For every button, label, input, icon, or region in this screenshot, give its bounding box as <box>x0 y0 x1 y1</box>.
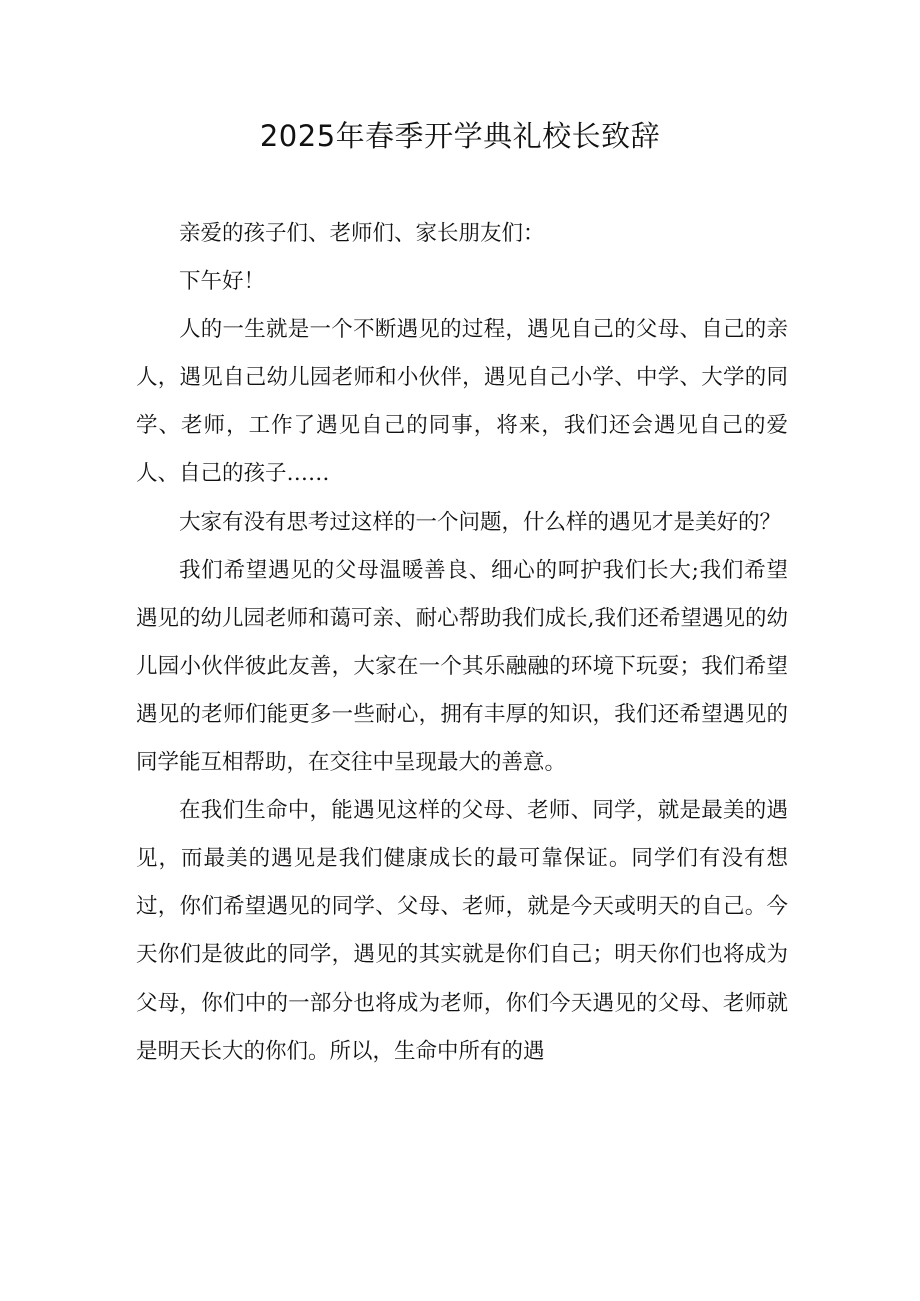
paragraph: 人的一生就是一个不断遇见的过程，遇见自己的父母、自己的亲人，遇见自己幼儿园老师和小伙伴，遇见自己小学、中学、大学的同学、老师，工作了遇见自己的同事，将来，我们还会遇见自己的爱人、自己的孩子…… <box>136 317 788 487</box>
document-title: 2025年春季开学典礼校长致辞 <box>259 119 661 153</box>
salutation: 亲爱的孩子们、老师们、家长朋友们： <box>179 221 545 246</box>
greeting: 下午好！ <box>179 269 266 295</box>
paragraph: 大家有没有思考过这样的一个问题，什么样的遇见才是美好的？ <box>179 509 782 535</box>
paragraph: 在我们生命中，能遇见这样的父母、老师、同学，就是最美的遇见，而最美的遇见是我们健康成长的最可靠保证。同学们有没有想过，你们希望遇见的同学、父母、老师，就是今天或明天的自己。今天你们是彼此的同学，遇见的其实就是你们自己；明天你们也将成为父母，你们中的一部分也将成为老师，你们今天遇见的父母、老师就是明天长大的你们。所以，生命中所有的遇 <box>136 798 788 1064</box>
document-body <box>136 210 788 1076</box>
paragraph: 我们希望遇见的父母温暖善良、细心的呵护我们长大;我们希望遇见的幼儿园老师和蔼可亲、耐心帮助我们成长,我们还希望遇见的幼儿园小伙伴彼此友善，大家在一个其乐融融的环境下玩耍；我们希望遇见的老师们能更多一些耐心，拥有丰厚的知识，我们还希望遇见的同学能互相帮助，在交往中呈现最大的善意。 <box>136 557 788 776</box>
